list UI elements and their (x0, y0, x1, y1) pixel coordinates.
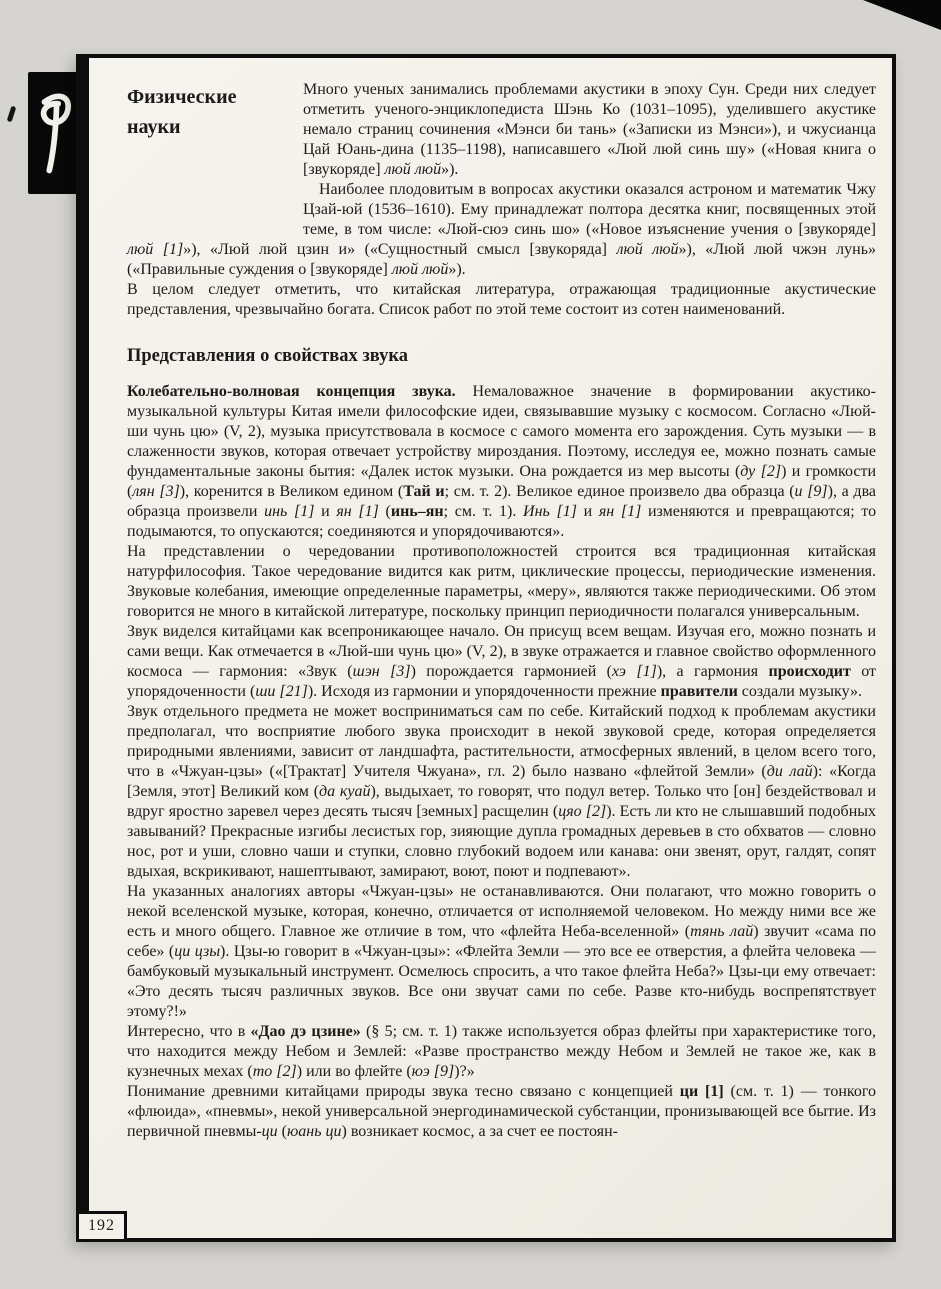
page-number (76, 1211, 127, 1242)
chapter-tab (28, 72, 82, 194)
body-paragraph: Звук виделся китайцами как всепроникающее начало. Он присущ всем вещам. Изучая его, можно познать и сами вещи. Как отмечается в «Люй-ши чунь цю» (V, 2), в звуке отражается и главное свойство оформленного космоса — гармония: «Звук (шэн [3]) порождается гармонией (хэ [1]), а гармония происходит от упорядоченности (ши [21]). Исходя из гармонии и упорядоченности прежние правители создали музыку». (127, 623, 877, 700)
intro-paragraph-1: Много ученых занимались проблемами акустики в эпоху Сун. Среди них следует отметить ученого-энциклопедиста Шэнь Ко (1031–1095), уделившего акустике немало страниц сочинения «Мэнси би тань» («Записки из Мэнси»), и чжусианца Цай Юань-дина (1135–1198), написавшего «Люй люй синь шу» («Новая книга о [звукоряде] люй люй»). (303, 81, 876, 178)
page-frame (76, 54, 896, 1242)
margin-label-line2: науки (127, 116, 181, 138)
margin-label (127, 80, 303, 221)
section-title: Представления о свойствах звука (127, 346, 409, 366)
intro-paragraph-3: В целом следует отметить, что китайская литература, отражающая традиционные акустические представления, чрезвычайно богата. Список работ по этой теме состоит из сотен наименований. (127, 281, 876, 318)
page-number-value: 192 (88, 1217, 115, 1234)
chapter-tab-glyph-icon (33, 81, 77, 185)
ink-speck (7, 106, 17, 123)
page-corner-mark (863, 0, 941, 30)
body-paragraph: На представлении о чередовании противоположностей строится вся традиционная китайская натурфилософия. Такое чередование видится как ритм, циклические процессы, периодические изменения. Звуковые колебания, имеющие определенные параметры, «меру», являются также периодическими. Об этом говорится не много в китайской литературе, поскольку принцип периодичности полагался универсальным. (127, 543, 876, 620)
margin-label-line1: Физические (127, 86, 237, 108)
body-paragraph: Интересно, что в «Дао дэ цзине» (§ 5; см. т. 1) также используется образ флейты при характеристике того, что находится между Небом и Землей: «Разве пространство между Небом и Землей не такое же, как в кузнечных мехах (то [2]) или во флейте (юэ [9])?» (127, 1023, 877, 1080)
body-paragraph: Звук отдельного предмета не может восприниматься сам по себе. Китайский подход к проблемам акустики предполагал, что восприятие любого звука происходит в некой звуковой среде, которая определяется природными явлениями, зависит от ландшафта, растительности, атмосферных явлений, в целом всего того, что в «Чжуан-цзы» («[Трактат] Учителя Чжуана», гл. 2) было названо «флейтой Земли» (ди лай): «Когда [Земля, этот] Великий ком (да куай), выдыхает, то говорят, что подул ветер. Только что [он] бездействовал и вдруг яростно заревел через десять тысяч [земных] расщелин (цяо [2]). Есть ли кто не слышавший подобных завываний? Прекрасные изгибы лесистых гор, зияющие дупла громадных деревьев в сто обхватов — словно нос, рот и уши, словно чаши и ступки, словно глубокий водоем или канава: они звенят, орут, галдят, сопят вдыхая, вскрикивают, нашептывают, замирают, воют, поют и подпевают». (127, 703, 877, 880)
page-content (89, 58, 892, 1238)
body-paragraph: Колебательно-волновая концепция звука. Немаловажное значение в формировании акустико-музыкальной культуры Китая имели философские идеи, связывавшие музыку с космосом. Согласно «Люй-ши чунь цю» (V, 2), музыка присутствовала в космосе с самого момента его зарождения. Суть музыки — в слаженности звуков, которая отвечает устройству мироздания. Поэтому, исследуя ее, можно познать самые фундаментальные законы бытия: «Далек исток музыки. Она рождается из мер высоты (ду [2]) и громкости (лян [3]), коренится в Великом едином (Тай и; см. т. 2). Великое единое произвело два образца (и [9]), а два образца произвели инь [1] и ян [1] (инь–ян; см. т. 1). Инь [1] и ян [1] изменяются и превращаются; то подымаются, то опускаются; соединяются и упорядочиваются». (127, 383, 877, 540)
body-paragraph: Понимание древними китайцами природы звука тесно связано с концепцией ци [1] (см. т. 1) — тонкого «флюида», «пневмы», некой универсальной энергодинамической субстанции, пронизывающей все бытие. Из первичной пневмы-ци (юань ци) возникает космос, а за счет ее постоян- (127, 1083, 877, 1140)
intro-section (127, 80, 876, 320)
body-paragraph: На указанных аналогиях авторы «Чжуан-цзы» не останавливаются. Они полагают, что можно говорить о некой вселенской музыке, которая, конечно, отличается от исполняемой человеком. Но между ними все же есть и много общего. Главное же отличие в том, что «флейта Неба-вселенной» (тянь лай) звучит «сама по себе» (ци цзы). Цзы-ю говорит в «Чжуан-цзы»: «Флейта Земли — это все ее отверстия, а флейта человека — бамбуковый музыкальный инструмент. Осмелюсь спросить, а что такое флейта Неба?» Цзы-ци ему отвечает: «Это десять тысяч различных звуков. Все они звучат сами по себе. Разве кто-нибудь воспрепятствует этому?!» (127, 883, 877, 1020)
intro-paragraph-2: Наиболее плодовитым в вопросах акустики оказался астроном и математик Чжу Цзай-юй (1536–1610). Ему принадлежат полтора десятка книг, посвященных этой теме, в том числе: «Люй-сюэ синь шо» («Новое изъяснение учения о [звукоряде] люй [1]»), «Люй люй цзин и» («Сущностный смысл [звукоряда] люй люй»), «Люй люй чжэн лунь» («Правильные суждения о [звукоряде] люй люй»). (127, 181, 877, 278)
